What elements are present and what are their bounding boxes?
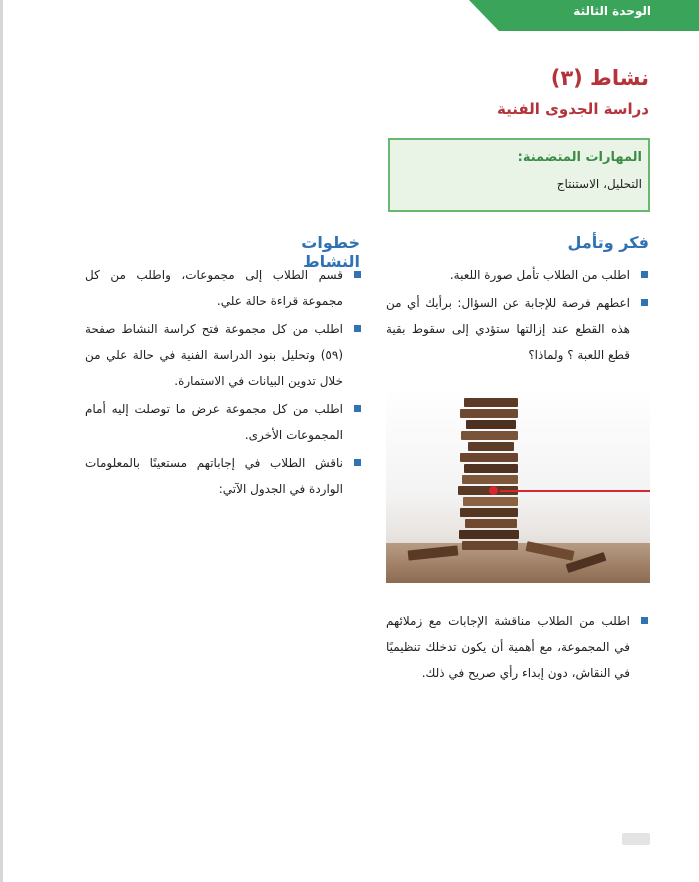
list-item bbox=[85, 396, 363, 448]
list-item bbox=[386, 290, 650, 368]
bullet-square-icon bbox=[354, 271, 361, 278]
page-left-edge bbox=[0, 0, 3, 882]
list-item-text: ناقش الطلاب في إجاباتهم مستعينًا بالمعلومات الواردة في الجدول الآتي: bbox=[85, 456, 343, 496]
steps-heading: خطوات النشاط bbox=[301, 233, 360, 271]
bullet-square-icon bbox=[641, 271, 648, 278]
bullet-square-icon bbox=[641, 617, 648, 624]
activity-title: نشاط (٣) bbox=[550, 66, 649, 90]
list-item-text: اطلب من الطلاب مناقشة الإجابات مع زملائهم في المجموعة، مع أهمية أن يكون تدخلك تنظيميًا في النقاش، دون إبداء رأي صريح في ذلك. bbox=[386, 614, 630, 680]
unit-label: الوحدة الثالثة bbox=[573, 4, 651, 18]
steps-list bbox=[85, 262, 363, 504]
list-item bbox=[85, 316, 363, 394]
list-item-text: اطلب من كل مجموعة فتح كراسة النشاط صفحة (٥٩) وتحليل بنود الدراسة الفنية في حالة علي من خلال تدوين البيانات في الاستمارة. bbox=[85, 322, 343, 388]
bullet-square-icon bbox=[354, 405, 361, 412]
marker-dot bbox=[489, 486, 498, 495]
bullet-square-icon bbox=[354, 325, 361, 332]
list-item-text: قسم الطلاب إلى مجموعات، واطلب من كل مجموعة قراءة حالة علي. bbox=[85, 268, 343, 308]
jenga-tower-photo bbox=[386, 388, 650, 583]
skills-text: التحليل، الاستنتاج bbox=[556, 177, 642, 191]
marker-line bbox=[500, 490, 650, 492]
page-number-badge bbox=[622, 833, 650, 845]
think-heading: فكر وتأمل bbox=[567, 233, 649, 252]
list-item-text: اطلب من كل مجموعة عرض ما توصلت إليه أمام المجموعات الأخرى. bbox=[85, 402, 343, 442]
list-item bbox=[85, 262, 363, 314]
activity-subtitle: دراسة الجدوى الفنية bbox=[497, 100, 649, 118]
bullet-square-icon bbox=[641, 299, 648, 306]
jenga-tower bbox=[458, 398, 520, 548]
think-list bbox=[386, 262, 650, 370]
list-item-text: اطلب من الطلاب تأمل صورة اللعبة. bbox=[449, 268, 630, 282]
bullet-square-icon bbox=[354, 459, 361, 466]
list-item-text: اعطهم فرصة للإجابة عن السؤال: برأيك أي من هذه القطع عند إزالتها ستؤدي إلى سقوط بقية قطع اللعبة ؟ ولماذا؟ bbox=[386, 296, 630, 362]
list-item bbox=[85, 450, 363, 502]
skills-box bbox=[388, 138, 650, 212]
list-item bbox=[386, 262, 650, 288]
think-followup-list bbox=[386, 608, 650, 688]
list-item bbox=[386, 608, 650, 686]
skills-heading: المهارات المتضمنة: bbox=[517, 150, 642, 165]
